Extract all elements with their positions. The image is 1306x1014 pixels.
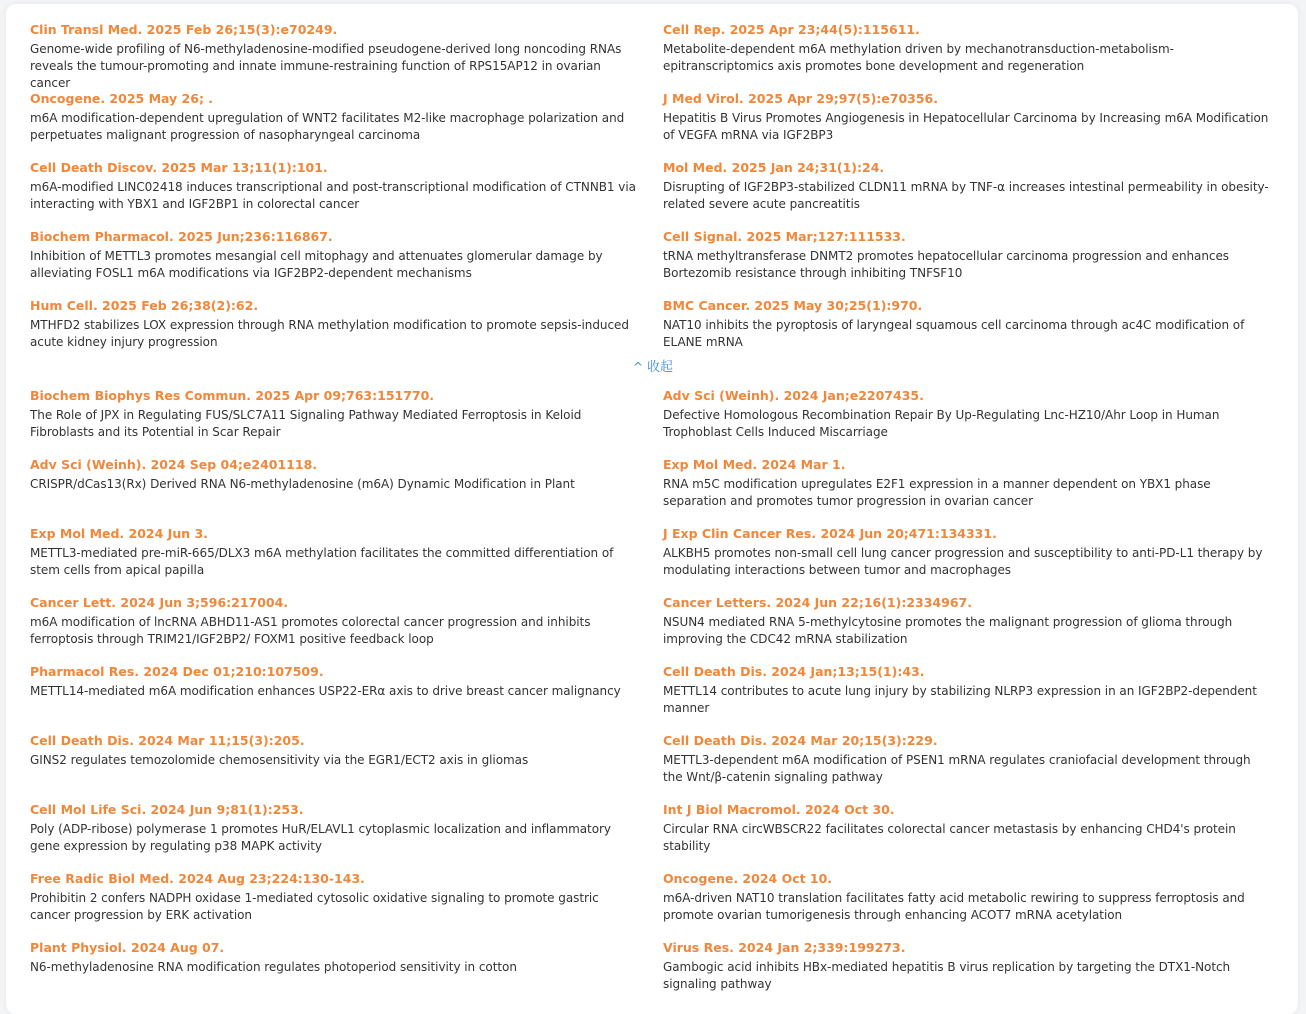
article-title-link[interactable]: NAT10 inhibits the pyroptosis of laryngeal squamous cell carcinoma through ac4C modification of ELANE mRNA — [663, 318, 1245, 349]
publication-entry — [30, 160, 640, 213]
collapse-button[interactable] — [633, 360, 673, 375]
article-title-link[interactable]: m6A modification of lncRNA ABHD11-AS1 promotes colorectal cancer progression and inhibits ferroptosis through TRIM21/IGF2BP2/ FOXM1 positive feedback loop — [30, 615, 591, 646]
article-title-link[interactable]: NSUN4 mediated RNA 5-methylcytosine promotes the malignant progression of glioma through improving the CDC42 mRNA stabilization — [663, 615, 1233, 646]
publication-entry — [663, 733, 1273, 786]
article-title-link[interactable]: The Role of JPX in Regulating FUS/SLC7A11 Signaling Pathway Mediated Ferroptosis in Keloid Fibroblasts and its Potential in Scar Repair — [30, 408, 582, 439]
publication-entry — [663, 457, 1273, 510]
journal-citation-link[interactable]: Mol Med. 2025 Jan 24;31(1):24. — [663, 160, 885, 175]
journal-citation-link[interactable]: Biochem Biophys Res Commun. 2025 Apr 09;763:151770. — [30, 388, 435, 403]
journal-citation-link[interactable]: Cancer Letters. 2024 Jun 22;16(1):2334967. — [663, 595, 972, 610]
journal-citation-link[interactable]: Adv Sci (Weinh). 2024 Sep 04;e2401118. — [30, 457, 318, 472]
article-title-link[interactable]: Circular RNA circWBSCR22 facilitates colorectal cancer metastasis by enhancing CHD4's protein stability — [663, 822, 1236, 853]
publication-entry — [30, 595, 640, 648]
publication-entry — [663, 388, 1273, 441]
article-title-link[interactable]: Gambogic acid inhibits HBx-mediated hepatitis B virus replication by targeting the DTX1-Notch signaling pathway — [663, 960, 1231, 991]
article-title-link[interactable]: Hepatitis B Virus Promotes Angiogenesis in Hepatocellular Carcinoma by Increasing m6A Modification of VEGFA mRNA via IGF2BP3 — [663, 111, 1269, 142]
chevron-up-icon: ^ — [632, 360, 644, 374]
journal-citation-link[interactable]: Cell Death Discov. 2025 Mar 13;11(1):101. — [30, 160, 328, 175]
article-title-link[interactable]: Poly (ADP-ribose) polymerase 1 promotes HuR/ELAVL1 cytoplasmic localization and inflammatory gene expression by regulating p38 MAPK activity — [30, 822, 611, 853]
collapse-label: 收起 — [647, 360, 674, 375]
publication-entry — [30, 802, 640, 855]
article-title-link[interactable]: Defective Homologous Recombination Repair By Up-Regulating Lnc-HZ10/Ahr Loop in Human Trophoblast Cells Induced Miscarriage — [663, 408, 1220, 439]
article-title-link[interactable]: ALKBH5 promotes non-small cell lung cancer progression and susceptibility to anti-PD-L1 therapy by modulating interactions between tumor and macrophages — [663, 546, 1263, 577]
journal-citation-link[interactable]: Cell Rep. 2025 Apr 23;44(5):115611. — [663, 22, 920, 37]
publication-entry — [30, 91, 640, 144]
publication-entry — [663, 940, 1273, 993]
article-title-link[interactable]: Inhibition of METTL3 promotes mesangial cell mitophagy and attenuates glomerular damage by alleviating FOSL1 m6A modifications via IGF2BP2-dependent mechanisms — [30, 249, 603, 280]
journal-citation-link[interactable]: Clin Transl Med. 2025 Feb 26;15(3):e70249. — [30, 22, 338, 37]
article-title-link[interactable]: Metabolite-dependent m6A methylation driven by mechanotransduction-metabolism-epitranscriptomics axis promotes bone development and regeneration — [663, 42, 1174, 73]
publication-entry — [663, 22, 1273, 75]
article-title-link[interactable]: METTL14-mediated m6A modification enhances USP22-ERα axis to drive breast cancer malignancy — [30, 684, 621, 698]
journal-citation-link[interactable]: J Exp Clin Cancer Res. 2024 Jun 20;471:134331. — [663, 526, 997, 541]
journal-citation-link[interactable]: Cell Death Dis. 2024 Mar 11;15(3):205. — [30, 733, 305, 748]
publication-entry — [663, 802, 1273, 855]
journal-citation-link[interactable]: Int J Biol Macromol. 2024 Oct 30. — [663, 802, 895, 817]
article-title-link[interactable]: Genome-wide profiling of N6-methyladenosine-modified pseudogene-derived long noncoding RNAs reveals the tumour-promoting and innate immune-restraining function of RPS15AP12 in ovarian cancer — [30, 42, 622, 90]
journal-citation-link[interactable]: Biochem Pharmacol. 2025 Jun;236:116867. — [30, 229, 333, 244]
publication-entry — [663, 526, 1273, 579]
publication-entry — [30, 22, 640, 92]
publication-entry — [30, 229, 640, 282]
journal-citation-link[interactable]: Cell Signal. 2025 Mar;127:111533. — [663, 229, 906, 244]
publication-entry — [30, 871, 640, 924]
publication-entry — [663, 871, 1273, 924]
publication-entry — [30, 298, 640, 351]
journal-citation-link[interactable]: Hum Cell. 2025 Feb 26;38(2):62. — [30, 298, 259, 313]
article-title-link[interactable]: m6A modification-dependent upregulation of WNT2 facilitates M2-like macrophage polarization and perpetuates malignant progression of nasopharyngeal carcinoma — [30, 111, 625, 142]
journal-citation-link[interactable]: J Med Virol. 2025 Apr 29;97(5):e70356. — [663, 91, 938, 106]
journal-citation-link[interactable]: Cell Death Dis. 2024 Mar 20;15(3):229. — [663, 733, 938, 748]
publication-entry — [30, 664, 640, 700]
publication-entry — [30, 940, 640, 976]
journal-citation-link[interactable]: Cell Mol Life Sci. 2024 Jun 9;81(1):253. — [30, 802, 304, 817]
journal-citation-link[interactable]: BMC Cancer. 2025 May 30;25(1):970. — [663, 298, 923, 313]
article-title-link[interactable]: METTL3-mediated pre-miR-665/DLX3 m6A methylation facilitates the committed differentiation of stem cells from apical papilla — [30, 546, 614, 577]
article-title-link[interactable]: Disrupting of IGF2BP3-stabilized CLDN11 mRNA by TNF-α increases intestinal permeability in obesity-related severe acute pancreatitis — [663, 180, 1269, 211]
journal-citation-link[interactable]: Exp Mol Med. 2024 Mar 1. — [663, 457, 846, 472]
journal-citation-link[interactable]: Cell Death Dis. 2024 Jan;13;15(1):43. — [663, 664, 925, 679]
publication-entry — [30, 733, 640, 769]
article-title-link[interactable]: GINS2 regulates temozolomide chemosensitivity via the EGR1/ECT2 axis in gliomas — [30, 753, 529, 767]
article-title-link[interactable]: RNA m5C modification upregulates E2F1 expression in a manner dependent on YBX1 phase separation and promotes tumor progression in ovarian cancer — [663, 477, 1211, 508]
journal-citation-link[interactable]: Plant Physiol. 2024 Aug 07. — [30, 940, 225, 955]
publication-entry — [663, 298, 1273, 351]
journal-citation-link[interactable]: Pharmacol Res. 2024 Dec 01;210:107509. — [30, 664, 324, 679]
article-title-link[interactable]: METTL14 contributes to acute lung injury by stabilizing NLRP3 expression in an IGF2BP2-dependent manner — [663, 684, 1257, 715]
article-title-link[interactable]: tRNA methyltransferase DNMT2 promotes hepatocellular carcinoma progression and enhances Bortezomib resistance through inhibiting TNFSF10 — [663, 249, 1229, 280]
publication-entry — [663, 229, 1273, 282]
article-title-link[interactable]: N6-methyladenosine RNA modification regulates photoperiod sensitivity in cotton — [30, 960, 517, 974]
publication-entry — [663, 160, 1273, 213]
article-title-link[interactable]: MTHFD2 stabilizes LOX expression through RNA methylation modification to promote sepsis-induced acute kidney injury progression — [30, 318, 629, 349]
journal-citation-link[interactable]: Free Radic Biol Med. 2024 Aug 23;224:130-143. — [30, 871, 365, 886]
article-title-link[interactable]: CRISPR/dCas13(Rx) Derived RNA N6-methyladenosine (m6A) Dynamic Modification in Plant — [30, 477, 575, 491]
publication-entry — [30, 388, 640, 441]
publication-entry — [663, 91, 1273, 144]
journal-citation-link[interactable]: Cancer Lett. 2024 Jun 3;596:217004. — [30, 595, 289, 610]
journal-citation-link[interactable]: Exp Mol Med. 2024 Jun 3. — [30, 526, 208, 541]
article-title-link[interactable]: m6A-driven NAT10 translation facilitates fatty acid metabolic rewiring to suppress ferroptosis and promote ovarian tumorigenesis through enhancing ACOT7 mRNA acetylation — [663, 891, 1245, 922]
journal-citation-link[interactable]: Oncogene. 2025 May 26; . — [30, 91, 214, 106]
article-title-link[interactable]: Prohibitin 2 confers NADPH oxidase 1-mediated cytosolic oxidative signaling to promote gastric cancer progression by ERK activation — [30, 891, 599, 922]
journal-citation-link[interactable]: Adv Sci (Weinh). 2024 Jan;e2207435. — [663, 388, 924, 403]
journal-citation-link[interactable]: Virus Res. 2024 Jan 2;339:199273. — [663, 940, 906, 955]
publication-entry — [663, 595, 1273, 648]
publication-entry — [663, 664, 1273, 717]
article-title-link[interactable]: m6A-modified LINC02418 induces transcriptional and post-transcriptional modification of CTNNB1 via interacting with YBX1 and IGF2BP1 in colorectal cancer — [30, 180, 636, 211]
collapse-toggle-row — [0, 358, 1306, 376]
publication-entry — [30, 457, 640, 493]
article-title-link[interactable]: METTL3-dependent m6A modification of PSEN1 mRNA regulates craniofacial development through the Wnt/β-catenin signaling pathway — [663, 753, 1251, 784]
publication-entry — [30, 526, 640, 579]
journal-citation-link[interactable]: Oncogene. 2024 Oct 10. — [663, 871, 833, 886]
